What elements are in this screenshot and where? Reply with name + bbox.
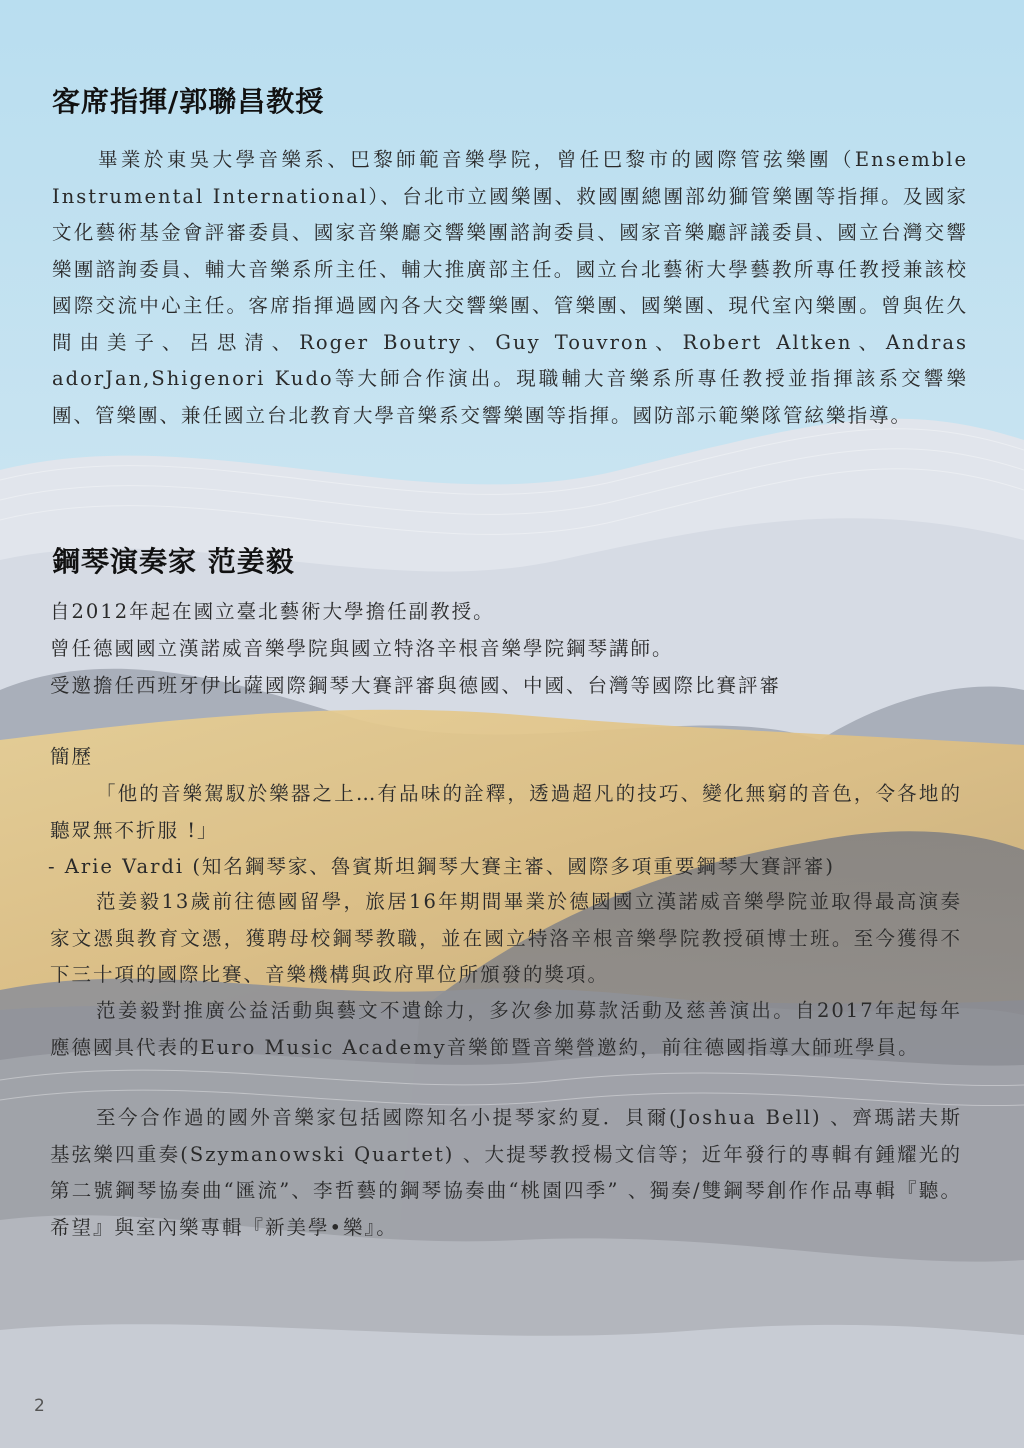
section-title-conductor: 客席指揮/郭聯昌教授 xyxy=(52,85,325,118)
bio-label: 簡歷 xyxy=(50,745,94,768)
pianist-line-2: 曾任德國國立漢諾威音樂學院與國立特洛辛根音樂學院鋼琴講師。 xyxy=(50,637,674,660)
pianist-quote: 「他的音樂駕馭於樂器之上…有品味的詮釋，透過超凡的技巧、變化無窮的音色，令各地的聽眾無不折服 !」 xyxy=(50,782,962,842)
pianist-line-3: 受邀擔任西班牙伊比薩國際鋼琴大賽評審與德國、中國、台灣等國際比賽評審 xyxy=(50,674,782,697)
pianist-paragraph-2: 范姜毅對推廣公益活動與藝文不遺餘力，多次參加募款活動及慈善演出。自2017年起每年應德國具代表的Euro Music Academy音樂節暨音樂營邀約，前往德國指導大師班學員。 xyxy=(50,999,962,1059)
pianist-paragraph-1: 范姜毅13歲前往德國留學，旅居16年期間畢業於德國國立漢諾威音樂學院並取得最高演奏家文憑與教育文憑，獲聘母校鋼琴教職，並在國立特洛辛根音樂學院教授碩博士班。至今獲得不下三十項的國際比賽、音樂機構與政府單位所頒發的獎項。 xyxy=(50,890,962,986)
conductor-bio: 畢業於東吳大學音樂系、巴黎師範音樂學院，曾任巴黎市的國際管弦樂團（Ensemble Instrumental International）、台北市立國樂團、救國團總團部幼獅管樂團等指揮。及國家文化藝術基金會評審委員、國家音樂廳交響樂團諮詢委員、國家音樂廳評議委員、國立台灣交響樂團諮詢委員、輔大音樂系所主任、輔大推廣部主任。國立台北藝術大學藝教所專任教授兼該校國際交流中心主任。客席指揮過國內各大交響樂團、管樂團、國樂團、現代室內樂團。曾與佐久間由美子、呂思清、Roger Boutry、Guy Touvron、Robert Altken、Andras adorJan,Shigenori Kudo等大師合作演出。現職輔大音樂系所專任教授並指揮該系交響樂團、管樂團、兼任國立台北教育大學音樂系交響樂團等指揮。國防部示範樂隊管絃樂指導。 xyxy=(52,148,968,427)
pianist-line-1: 自2012年起在國立臺北藝術大學擔任副教授。 xyxy=(50,600,495,623)
pianist-paragraph-3: 至今合作過的國外音樂家包括國際知名小提琴家約夏．貝爾(Joshua Bell) 、齊瑪諾夫斯基弦樂四重奏(Szymanowski Quartet) 、大提琴教授楊文信等；近年發行的專輯有鍾耀光的第二號鋼琴協奏曲“匯流”、李哲藝的鋼琴協奏曲“桃園四季” 、獨奏/雙鋼琴創作作品專輯『聽。希望』與室內樂專輯『新美學•樂』。 xyxy=(50,1106,962,1239)
section-title-pianist: 鋼琴演奏家 范姜毅 xyxy=(52,545,295,578)
page-number: 2 xyxy=(34,1396,45,1416)
quote-attribution: - Arie Vardi (知名鋼琴家、魯賓斯坦鋼琴大賽主審、國際多項重要鋼琴大賽評審) xyxy=(48,855,836,878)
